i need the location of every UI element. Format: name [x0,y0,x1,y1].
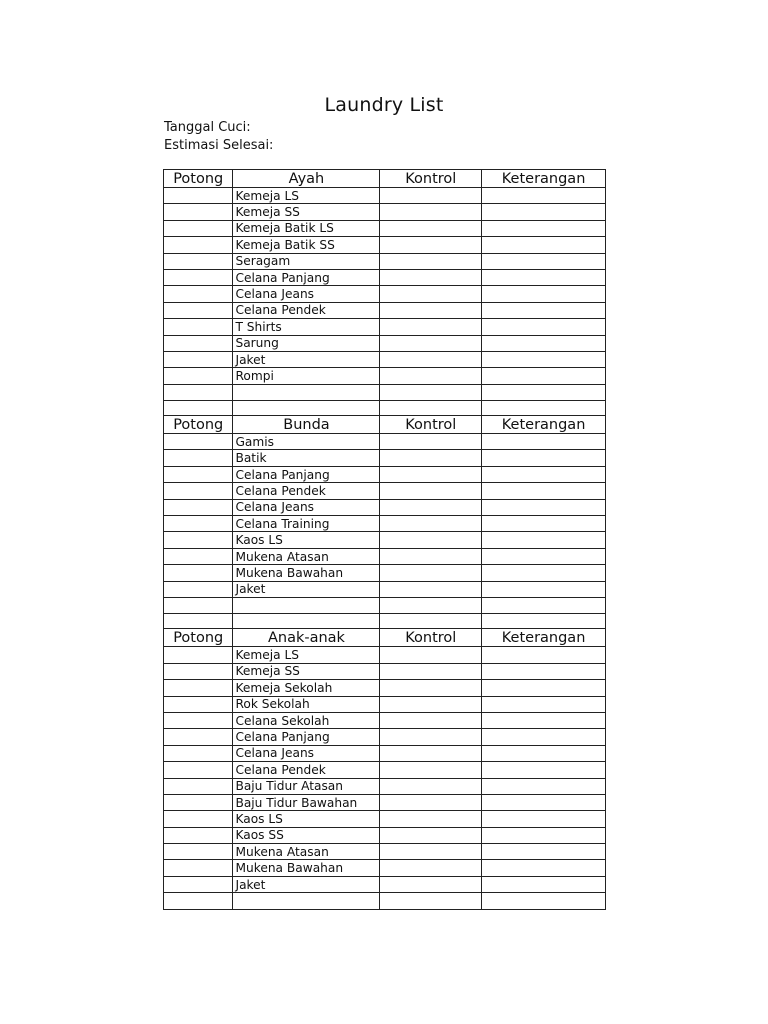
kontrol-cell[interactable] [380,499,482,515]
item-name-cell: Gamis [233,434,380,450]
potong-cell[interactable] [164,269,233,285]
kontrol-cell[interactable] [380,647,482,663]
item-name-cell: Celana Jeans [233,499,380,515]
potong-cell[interactable] [164,729,233,745]
potong-cell[interactable] [164,368,233,384]
keterangan-cell[interactable] [482,434,606,450]
potong-cell[interactable] [164,188,233,204]
table-row [164,565,606,581]
section-header-row [164,629,606,647]
kontrol-cell[interactable] [380,729,482,745]
keterangan-cell[interactable] [482,253,606,269]
blank-cell[interactable] [233,597,380,613]
gap-cell [482,614,606,629]
potong-header: Potong [164,170,233,188]
item-name-cell: Kemeja SS [233,204,380,220]
item-name-cell: Kemeja LS [233,647,380,663]
kontrol-cell[interactable] [380,745,482,761]
table-row [164,876,606,892]
potong-cell[interactable] [164,794,233,810]
gap-cell [380,614,482,629]
table-row [164,712,606,728]
potong-cell[interactable] [164,712,233,728]
keterangan-cell[interactable] [482,581,606,597]
table-row [164,188,606,204]
table-row [164,745,606,761]
potong-cell[interactable] [164,516,233,532]
potong-cell[interactable] [164,483,233,499]
item-name-cell: Rompi [233,368,380,384]
kontrol-cell[interactable] [380,335,482,351]
item-name-cell: Celana Jeans [233,745,380,761]
keterangan-cell[interactable] [482,696,606,712]
item-name-cell: Kemeja LS [233,188,380,204]
keterangan-cell[interactable] [482,729,606,745]
blank-cell[interactable] [164,597,233,613]
section-header-row [164,170,606,188]
kontrol-cell[interactable] [380,450,482,466]
table-row [164,516,606,532]
blank-cell[interactable] [164,893,233,909]
kontrol-cell[interactable] [380,466,482,482]
table-row [164,811,606,827]
item-name-cell: Kaos LS [233,532,380,548]
potong-cell[interactable] [164,351,233,367]
table-row [164,204,606,220]
potong-cell[interactable] [164,548,233,564]
kontrol-header: Kontrol [380,629,482,647]
keterangan-cell[interactable] [482,778,606,794]
gap-cell [233,614,380,629]
table-row [164,762,606,778]
table-row [164,368,606,384]
potong-cell[interactable] [164,860,233,876]
item-name-cell: Celana Sekolah [233,712,380,728]
item-name-cell: Kemeja Batik SS [233,237,380,253]
keterangan-cell[interactable] [482,204,606,220]
wash-date-label: Tanggal Cuci: [164,120,251,135]
gap-cell [233,401,380,416]
keterangan-cell[interactable] [482,286,606,302]
section-name-header: Ayah [233,170,380,188]
kontrol-cell[interactable] [380,188,482,204]
item-name-cell: Jaket [233,351,380,367]
kontrol-cell[interactable] [380,712,482,728]
table-row [164,286,606,302]
item-name-cell: Celana Pendek [233,302,380,318]
keterangan-cell[interactable] [482,532,606,548]
kontrol-cell[interactable] [380,811,482,827]
keterangan-cell[interactable] [482,565,606,581]
gap-cell [164,614,233,629]
table-row [164,434,606,450]
item-name-cell: Seragam [233,253,380,269]
kontrol-cell[interactable] [380,368,482,384]
kontrol-cell[interactable] [380,860,482,876]
item-name-cell: Celana Jeans [233,286,380,302]
table-row [164,253,606,269]
keterangan-header: Keterangan [482,170,606,188]
section-header-row [164,416,606,434]
item-name-cell: Mukena Atasan [233,844,380,860]
potong-cell[interactable] [164,581,233,597]
potong-cell[interactable] [164,253,233,269]
keterangan-cell[interactable] [482,188,606,204]
keterangan-cell[interactable] [482,516,606,532]
potong-cell[interactable] [164,844,233,860]
potong-cell[interactable] [164,663,233,679]
table-row [164,532,606,548]
kontrol-cell[interactable] [380,680,482,696]
kontrol-cell[interactable] [380,581,482,597]
kontrol-cell[interactable] [380,204,482,220]
keterangan-cell[interactable] [482,860,606,876]
item-name-cell: Kaos SS [233,827,380,843]
potong-cell[interactable] [164,220,233,236]
keterangan-cell[interactable] [482,335,606,351]
keterangan-cell[interactable] [482,811,606,827]
table-row [164,302,606,318]
item-name-cell: Celana Panjang [233,466,380,482]
potong-cell[interactable] [164,811,233,827]
table-row [164,483,606,499]
potong-cell[interactable] [164,237,233,253]
section-gap-row [164,401,606,416]
table-row [164,269,606,285]
blank-row [164,893,606,909]
potong-cell[interactable] [164,745,233,761]
table-row [164,844,606,860]
item-name-cell: Sarung [233,335,380,351]
keterangan-header: Keterangan [482,416,606,434]
potong-cell[interactable] [164,335,233,351]
keterangan-cell[interactable] [482,712,606,728]
kontrol-cell[interactable] [380,253,482,269]
kontrol-cell[interactable] [380,876,482,892]
kontrol-cell[interactable] [380,696,482,712]
potong-cell[interactable] [164,286,233,302]
keterangan-cell[interactable] [482,466,606,482]
estimated-finish-label: Estimasi Selesai: [164,138,274,153]
page-title: Laundry List [324,94,444,116]
potong-cell[interactable] [164,466,233,482]
keterangan-cell[interactable] [482,745,606,761]
keterangan-cell[interactable] [482,499,606,515]
keterangan-cell[interactable] [482,302,606,318]
item-name-cell: Rok Sekolah [233,696,380,712]
table-row [164,778,606,794]
keterangan-cell[interactable] [482,844,606,860]
blank-cell[interactable] [380,384,482,400]
keterangan-cell[interactable] [482,680,606,696]
keterangan-cell[interactable] [482,762,606,778]
table-row [164,466,606,482]
potong-cell[interactable] [164,680,233,696]
keterangan-cell[interactable] [482,237,606,253]
kontrol-cell[interactable] [380,434,482,450]
kontrol-cell[interactable] [380,762,482,778]
item-name-cell: Celana Panjang [233,729,380,745]
potong-header: Potong [164,416,233,434]
blank-cell[interactable] [482,893,606,909]
table-row [164,581,606,597]
item-name-cell: Celana Pendek [233,762,380,778]
kontrol-cell[interactable] [380,548,482,564]
blank-cell[interactable] [380,597,482,613]
table-row [164,647,606,663]
section-name-header: Anak-anak [233,629,380,647]
item-name-cell: T Shirts [233,319,380,335]
kontrol-cell[interactable] [380,483,482,499]
gap-cell [380,401,482,416]
table-row [164,860,606,876]
potong-cell[interactable] [164,532,233,548]
potong-cell[interactable] [164,434,233,450]
kontrol-cell[interactable] [380,269,482,285]
table-row [164,680,606,696]
kontrol-cell[interactable] [380,516,482,532]
blank-row [164,384,606,400]
keterangan-cell[interactable] [482,548,606,564]
item-name-cell: Baju Tidur Bawahan [233,794,380,810]
blank-cell[interactable] [164,384,233,400]
blank-cell[interactable] [233,893,380,909]
gap-cell [164,401,233,416]
kontrol-cell[interactable] [380,844,482,860]
keterangan-cell[interactable] [482,269,606,285]
item-name-cell: Baju Tidur Atasan [233,778,380,794]
blank-cell[interactable] [380,893,482,909]
table-row [164,237,606,253]
kontrol-cell[interactable] [380,302,482,318]
kontrol-cell[interactable] [380,778,482,794]
potong-cell[interactable] [164,302,233,318]
kontrol-header: Kontrol [380,170,482,188]
potong-cell[interactable] [164,319,233,335]
table-row [164,335,606,351]
keterangan-cell[interactable] [482,827,606,843]
keterangan-cell[interactable] [482,351,606,367]
keterangan-cell[interactable] [482,220,606,236]
kontrol-cell[interactable] [380,565,482,581]
keterangan-cell[interactable] [482,483,606,499]
potong-cell[interactable] [164,696,233,712]
gap-cell [482,401,606,416]
section-gap-row [164,614,606,629]
table-row [164,794,606,810]
potong-cell[interactable] [164,827,233,843]
potong-header: Potong [164,629,233,647]
potong-cell[interactable] [164,778,233,794]
item-name-cell: Celana Pendek [233,483,380,499]
kontrol-cell[interactable] [380,319,482,335]
blank-cell[interactable] [482,384,606,400]
laundry-table [163,169,606,910]
table-row [164,220,606,236]
table-row [164,319,606,335]
item-name-cell: Kemeja Sekolah [233,680,380,696]
kontrol-cell[interactable] [380,794,482,810]
table-row [164,696,606,712]
item-name-cell: Kemeja Batik LS [233,220,380,236]
kontrol-cell[interactable] [380,827,482,843]
kontrol-cell[interactable] [380,237,482,253]
kontrol-cell[interactable] [380,663,482,679]
table-row [164,548,606,564]
blank-cell[interactable] [482,597,606,613]
item-name-cell: Jaket [233,581,380,597]
item-name-cell: Mukena Atasan [233,548,380,564]
table-row [164,450,606,466]
item-name-cell: Mukena Bawahan [233,860,380,876]
keterangan-cell[interactable] [482,876,606,892]
kontrol-header: Kontrol [380,416,482,434]
item-name-cell: Kemeja SS [233,663,380,679]
item-name-cell: Jaket [233,876,380,892]
table-row [164,663,606,679]
kontrol-cell[interactable] [380,220,482,236]
table-row [164,729,606,745]
potong-cell[interactable] [164,499,233,515]
kontrol-cell[interactable] [380,286,482,302]
item-name-cell: Celana Panjang [233,269,380,285]
item-name-cell: Kaos LS [233,811,380,827]
table-row [164,499,606,515]
kontrol-cell[interactable] [380,532,482,548]
kontrol-cell[interactable] [380,351,482,367]
item-name-cell: Celana Training [233,516,380,532]
potong-cell[interactable] [164,876,233,892]
item-name-cell: Mukena Bawahan [233,565,380,581]
keterangan-header: Keterangan [482,629,606,647]
potong-cell[interactable] [164,647,233,663]
section-name-header: Bunda [233,416,380,434]
keterangan-cell[interactable] [482,794,606,810]
item-name-cell: Batik [233,450,380,466]
potong-cell[interactable] [164,762,233,778]
potong-cell[interactable] [164,204,233,220]
blank-cell[interactable] [233,384,380,400]
table-row [164,827,606,843]
keterangan-cell[interactable] [482,647,606,663]
keterangan-cell[interactable] [482,450,606,466]
keterangan-cell[interactable] [482,319,606,335]
potong-cell[interactable] [164,565,233,581]
keterangan-cell[interactable] [482,663,606,679]
table-row [164,351,606,367]
potong-cell[interactable] [164,450,233,466]
blank-row [164,597,606,613]
keterangan-cell[interactable] [482,368,606,384]
